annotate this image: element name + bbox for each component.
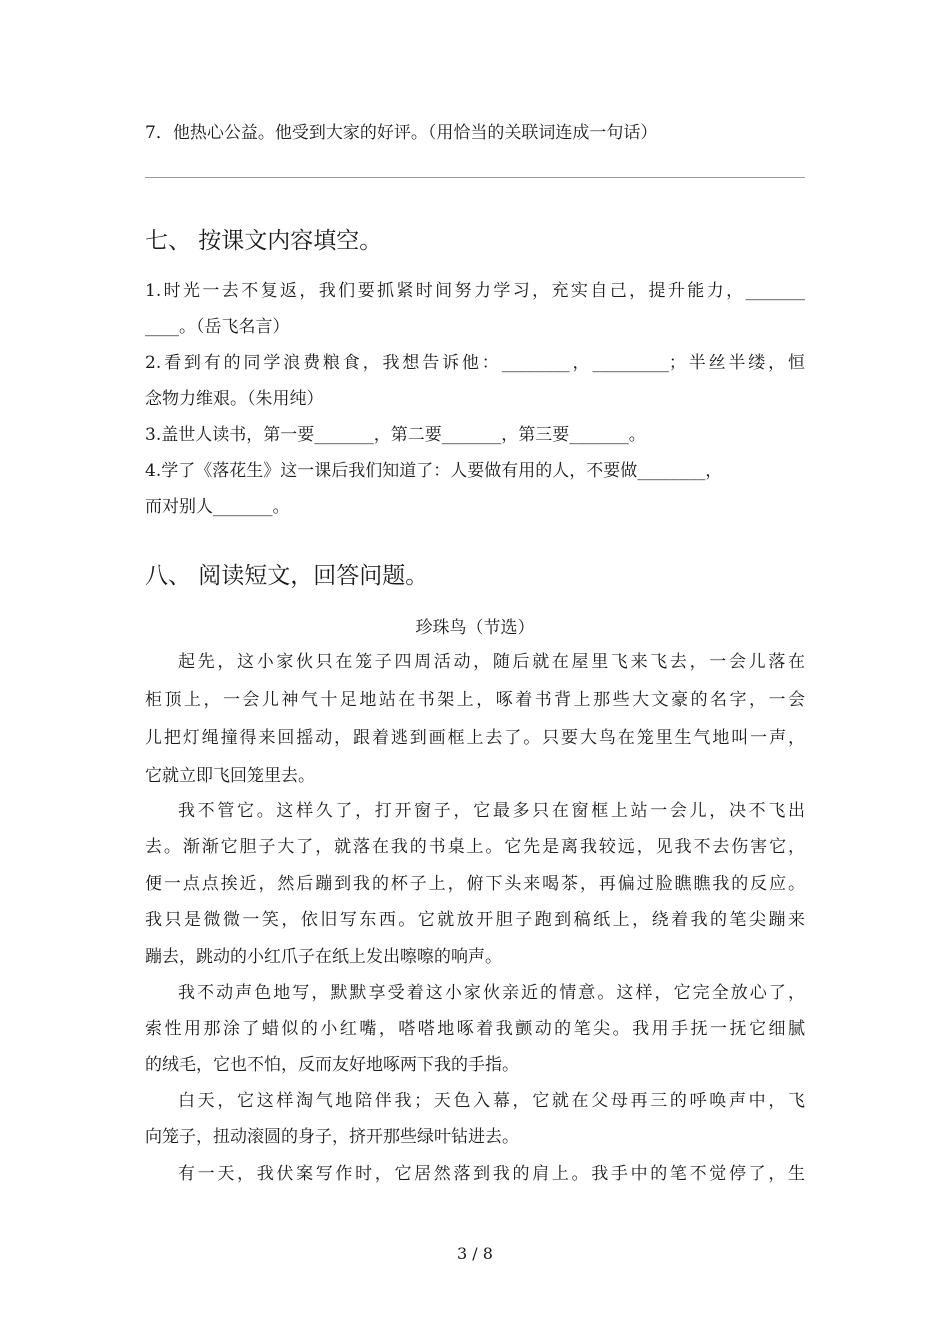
passage-line-9: 蹦去，跳动的小红爪子在纸上发出嚓嚓的响声。 <box>145 947 502 967</box>
question-7: 7．他热心公益。他受到大家的好评。（用恰当的关联词连成一句话） <box>145 123 658 143</box>
section-8-heading: 八、 阅读短文，回答问题。 <box>145 563 429 589</box>
passage-line-8: 我只是微微一笑，依旧写东西。它就放开胆子跑到稿纸上，绕着我的笔尖蹦来 <box>145 910 805 930</box>
passage-line-3: 儿把灯绳撞得来回摇动，跟着逃到画框上去了。只要大鸟在笼里生气地叫一声， <box>145 728 805 748</box>
passage-line-13: 白天，它这样淘气地陪伴我；天色入幕，它就在父母再三的呼唤声中，飞 <box>178 1091 805 1111</box>
fill-line-1: 1.时光一去不复返，我们要抓紧时间努力学习，充实自己，提升能力，_______ <box>145 281 805 301</box>
fill-line-4: 念物力维艰。（朱用纯） <box>145 389 324 409</box>
fill-line-5: 3.盖世人读书，第一要_______，第二要_______，第三要_______。 <box>145 425 646 445</box>
fill-line-7: 而对别人_______。 <box>145 497 290 517</box>
passage-line-6: 去。渐渐它胆子大了，就落在我的书桌上。它先是离我较远，见我不去伤害它， <box>145 837 805 857</box>
passage-line-11: 索性用那涂了蜡似的小红嘴，嗒嗒地啄着我颤动的笔尖。我用手抚一抚它细腻 <box>145 1019 805 1039</box>
page-number: 3 / 8 <box>457 1244 493 1263</box>
passage-line-10: 我不动声色地写，默默享受着这小家伙亲近的情意。这样，它完全放心了， <box>178 983 805 1003</box>
passage-line-14: 向笼子，扭动滚圆的身子，挤开那些绿叶钻进去。 <box>145 1127 519 1147</box>
passage-line-7: 便一点点挨近，然后蹦到我的杯子上，俯下头来喝茶，再偏过脸瞧瞧我的反应。 <box>145 874 805 894</box>
passage-title: 珍珠鸟（节选） <box>415 618 535 638</box>
passage-line-2: 柜顶上，一会儿神气十足地站在书架上，啄着书背上那些大文豪的名字，一会 <box>145 690 805 710</box>
passage-line-15: 有一天，我伏案写作时，它居然落到我的肩上。我手中的笔不觉停了，生 <box>178 1164 805 1184</box>
fill-line-6: 4.学了《落花生》这一课后我们知道了：人要做有用的人，不要做________， <box>145 461 723 481</box>
passage-line-5: 我不管它。这样久了，打开窗子，它最多只在窗框上站一会儿，决不飞出 <box>178 801 805 821</box>
fill-line-2: ____。（岳飞名言） <box>145 317 290 337</box>
answer-line <box>145 177 805 178</box>
section-7-heading: 七、 按课文内容填空。 <box>145 228 383 254</box>
passage-line-1: 起先，这小家伙只在笼子四周活动，随后就在屋里飞来飞去，一会儿落在 <box>178 652 805 672</box>
fill-line-3: 2.看到有的同学浪费粮食，我想告诉他：________，_________；半丝半缕，恒 <box>145 353 805 373</box>
passage-line-12: 的绒毛，它也不怕，反而友好地啄两下我的手指。 <box>145 1055 519 1075</box>
passage-line-4: 它就立即飞回笼里去。 <box>145 766 315 786</box>
